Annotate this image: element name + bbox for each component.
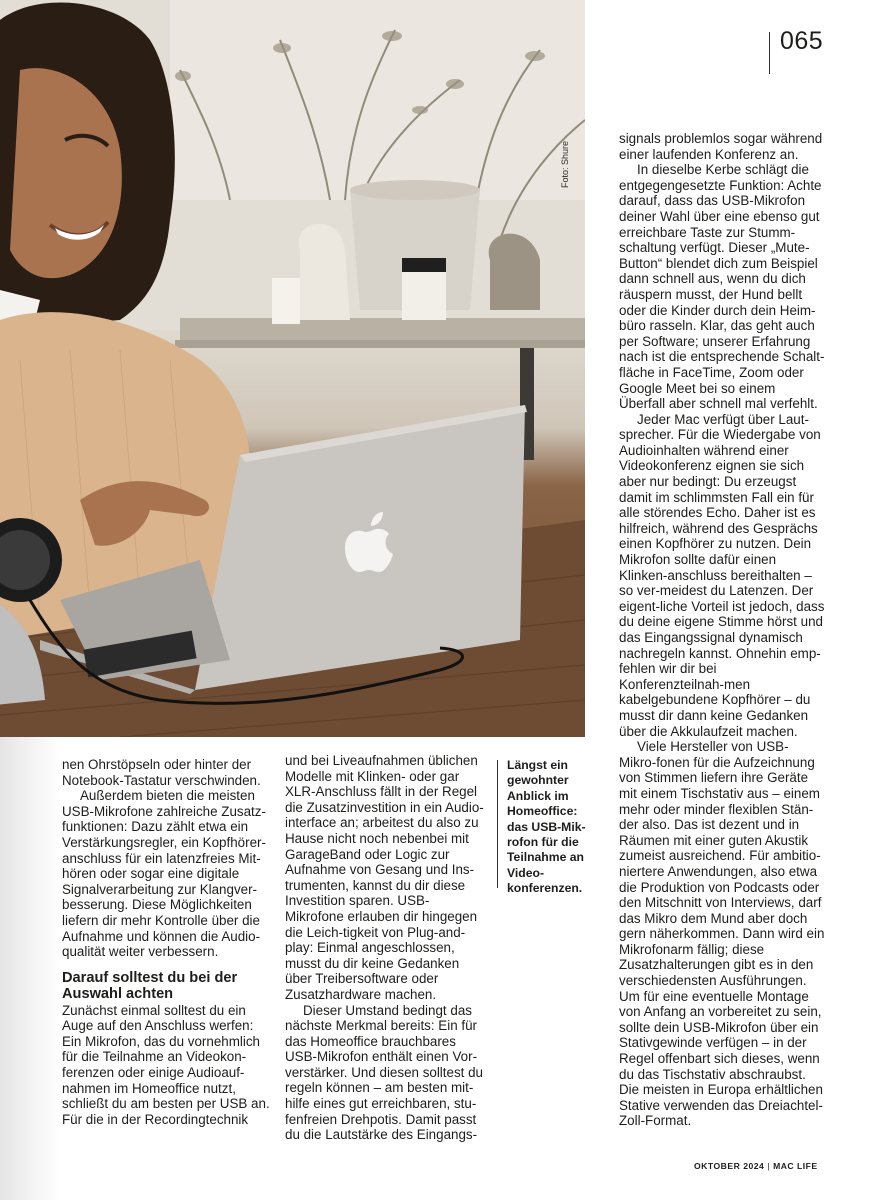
text-column-3 [619,131,825,1129]
text-column-1 [62,757,274,1127]
paragraph: nen Ohrstöpseln oder hinter der Notebook-Tastatur verschwinden. [62,757,261,788]
paragraph: Jeder Mac verfügt über Laut-sprecher. Für die Wiedergabe von Audioinhalten während einer Videokonferenz eignen sie sich aber nur bedingt: Du erzeugst damit im schlimmsten Fall ein für alle störendes Echo. Daher ist es hilfreich, während des Gesprächs einen Kopfhörer zu nutzen. Dein Mikrofon sollte dafür einen Klinken-anschluss bereithalten – so ver-meidest du Latenzen. Der eigent-liche Vorteil ist jedoch, dass du deine eigene Stimme hörst und das Eingangssignal dynamisch nachregeln kannst. Ohnehin emp-fehlen wir dir bei Konferenzteilnah-men kabelgebundene Kopfhörer – du musst dir dann keine Gedanken über die Akkulaufzeit machen. [619,411,825,739]
issue-date: OKTOBER 2024 [694,1161,765,1171]
text-column-2 [285,753,485,1143]
paragraph: Zunächst einmal solltest du ein Auge auf den Anschluss werfen: Ein Mikrofon, das du vornehmlich für die Teilnahme an Videokon-ferenzen oder einige Audioauf-nahmen im Homeoffice nutzt, schließt du am besten per USB an. Für die in der Recordingtechnik [62,1002,270,1127]
footer-separator: | [767,1161,771,1171]
page-footer [694,1161,818,1171]
caption-rule [497,760,498,888]
paragraph: Viele Hersteller von USB-Mikro-fonen für die Aufzeichnung von Stimmen liefern ihre Geräte mit einem Tischstativ aus – einem mehr oder minder flexiblen Stän-der also. Das ist dezent und in Räumen mit einer guten Akustik zumeist ausreichend. Für ambitio-niertere Anwendungen, also etwa die Produktion von Podcasts oder den Mitschnitt von Interviews, darf das Mikro dem Mund aber doch gern näherkommen. Dann wird ein Mikrofonarm fällig; diese Zusatzhalterungen gibt es in den verschiedensten Ausführungen. Um für eine eventuelle Montage von Anfang an vorbereitet zu sein, sollte dein USB-Mikrofon über ein Stativgewinde verfügen – in der Regel offenbart sich dieses, wenn du das Tischstativ abschraubst. Die meisten in Europa erhältlichen Stative verwenden das Dreiachtel-Zoll-Format. [619,739,825,1129]
page-number: 065 [780,27,824,55]
article-photo [0,0,585,737]
paragraph: Dieser Umstand bedingt das nächste Merkmal bereits: Ein für das Homeoffice brauchbares USB-Mikrofon enthält einen Vor-verstärker. Und diesen solltest du regeln können – am besten mit-hilfe eines gut erreichbaren, stu-fenfreien Drehpotis. Damit passt du die Lautstärke des Eingangs- [285,1002,483,1143]
photo-illustration [0,0,585,737]
page-number-rule [769,32,770,74]
paragraph: In dieselbe Kerbe schlägt die entgegengesetzte Funktion: Achte darauf, dass das USB-Mikrofon deiner Wahl über eine ebenso gut erreichbare Taste zur Stumm-schaltung verfügt. Dieser „Mute-Button“ blendet dich zum Beispiel dann schnell aus, wenn du dich räuspern musst, der Hund bellt oder die Kinder durch dein Heim-büro rasseln. Klar, das geht auch per Software; unserer Erfahrung nach ist die entsprechende Schalt-fläche in FaceTime, Zoom oder Google Meet bei so einem Überfall aber schnell mal verfehlt. [619,162,825,412]
section-heading: Darauf solltest du bei der Auswahl achten [62,969,238,1003]
paragraph: und bei Liveaufnahmen üblichen Modelle mit Klinken- oder gar XLR-Anschluss fällt in der Regel die Zusatzinvestition in ein Audio-interface an; arbeitest du also zu Hause nicht noch nebenbei mit GarageBand oder Logic zur Aufnahme von Gesang und Ins-trumenten, kannst du dir diese Investition sparen. USB-Mikrofone erlauben dir hingegen die Leich-tigkeit von Plug-and-play: Einmal angeschlossen, musst du dir keine Gedanken über Treibersoftware oder Zusatzhardware machen. [285,753,484,1002]
photo-credit: Foto: Shure [560,140,570,188]
paragraph: signals problemlos sogar während einer laufenden Konferenz an. [619,131,823,162]
photo-caption: Längst ein gewohnter Anblick im Homeoffice: das USB-Mik-rofon für die Teilnahme an Video-konferenzen. [507,758,586,896]
magazine-name: MAC LIFE [773,1161,818,1171]
binding-shadow [0,737,60,1200]
paragraph: Außerdem bieten die meisten USB-Mikrofone zahlreiche Zusatz-funktionen: Dazu zählt etwa ein Verstärkungsregler, ein Kopfhörer-anschluss für ein latenzfreies Mit-hören oder sogar eine digitale Signalverarbeitung zur Klangver-besserung. Diese Möglichkeiten liefern dir mehr Kontrolle über die Aufnahme und können die Audio-qualität weiter verbessern. [62,788,266,960]
